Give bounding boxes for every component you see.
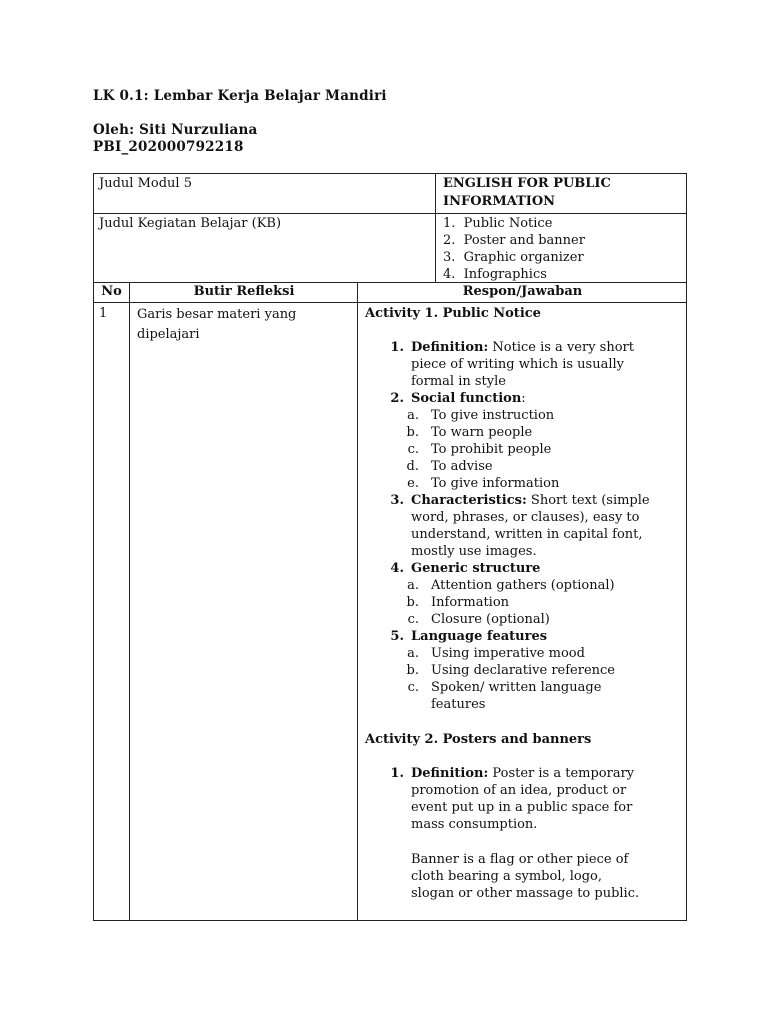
- list-item: Attention gathers (optional): [431, 578, 615, 593]
- kb-item-4: 4. Infographics: [443, 267, 547, 282]
- module-title-line-1: ENGLISH FOR PUBLIC: [443, 176, 611, 191]
- list-item: To advise: [431, 459, 493, 474]
- a1-characteristics-line: mostly use images.: [411, 544, 537, 559]
- list-item: To give information: [431, 476, 560, 491]
- list-item: To give instruction: [431, 408, 555, 423]
- a1-definition-line: piece of writing which is usually: [411, 357, 624, 372]
- col-header-butir: Butir Refleksi: [193, 284, 295, 299]
- butir-line-1: Garis besar materi yang: [137, 307, 297, 322]
- kb-item-1: 1. Public Notice: [443, 216, 553, 231]
- list-letter: e.: [407, 476, 419, 491]
- list-letter: c.: [407, 442, 419, 457]
- activity-1-heading: Activity 1. Public Notice: [365, 306, 541, 321]
- list-item: To prohibit people: [431, 442, 552, 457]
- list-item: Using imperative mood: [431, 646, 585, 661]
- list-letter: b.: [406, 595, 419, 610]
- kb-item-3: 3. Graphic organizer: [443, 250, 584, 265]
- author-line: Oleh: Siti Nurzuliana: [93, 122, 258, 138]
- list-item: Spoken/ written language: [431, 680, 602, 695]
- list-letter: a.: [407, 408, 419, 423]
- a2-definition-line: event put up in a public space for: [411, 800, 633, 815]
- a2-banner-line: cloth bearing a symbol, logo,: [411, 869, 603, 884]
- list-letter: a.: [407, 578, 419, 593]
- row-number: 1: [99, 306, 108, 321]
- list-letter: b.: [406, 425, 419, 440]
- a1-definition: Definition: Notice is a very short: [411, 340, 634, 355]
- activity-2-heading: Activity 2. Posters and banners: [365, 732, 592, 747]
- list-number: 1.: [390, 766, 404, 781]
- a1-characteristics-line: word, phrases, or clauses), easy to: [411, 510, 640, 525]
- list-letter: d.: [406, 459, 419, 474]
- list-letter: c.: [407, 612, 419, 627]
- document-title: LK 0.1: Lembar Kerja Belajar Mandiri: [93, 88, 387, 104]
- a1-generic-structure-heading: Generic structure: [411, 561, 541, 576]
- col-header-no: No: [101, 284, 122, 299]
- list-item: Using declarative reference: [431, 663, 615, 678]
- list-number: 3.: [390, 493, 404, 508]
- a2-banner-line: Banner is a flag or other piece of: [411, 852, 629, 867]
- a2-banner-line: slogan or other massage to public.: [411, 886, 640, 901]
- list-letter: a.: [407, 646, 419, 661]
- list-item: Closure (optional): [431, 612, 550, 627]
- list-number: 5.: [390, 629, 404, 644]
- butir-line-2: dipelajari: [137, 327, 200, 342]
- a2-definition-line: mass consumption.: [411, 817, 538, 832]
- a2-definition-line: promotion of an idea, product or: [411, 783, 627, 798]
- kb-item-2: 2. Poster and banner: [443, 233, 585, 248]
- list-number: 2.: [390, 391, 404, 406]
- a1-language-features-heading: Language features: [411, 629, 548, 644]
- module-label: Judul Modul 5: [99, 176, 192, 191]
- a1-social-function-heading: Social function:: [411, 391, 526, 406]
- list-item: Information: [431, 595, 510, 610]
- a1-characteristics-line: understand, written in capital font,: [411, 527, 643, 542]
- list-item-continuation: features: [431, 697, 486, 712]
- list-item: To warn people: [431, 425, 533, 440]
- list-number: 4.: [390, 561, 404, 576]
- col-header-respon: Respon/Jawaban: [462, 284, 583, 299]
- a1-definition-line: formal in style: [411, 374, 506, 389]
- a2-definition: Definition: Poster is a temporary: [411, 766, 635, 781]
- kb-label: Judul Kegiatan Belajar (KB): [99, 216, 282, 231]
- list-number: 1.: [390, 340, 404, 355]
- a1-characteristics: Characteristics: Short text (simple: [411, 493, 650, 508]
- list-letter: c.: [407, 680, 419, 695]
- student-id: PBI_202000792218: [93, 139, 244, 155]
- module-title-line-2: INFORMATION: [443, 194, 556, 209]
- list-letter: b.: [406, 663, 419, 678]
